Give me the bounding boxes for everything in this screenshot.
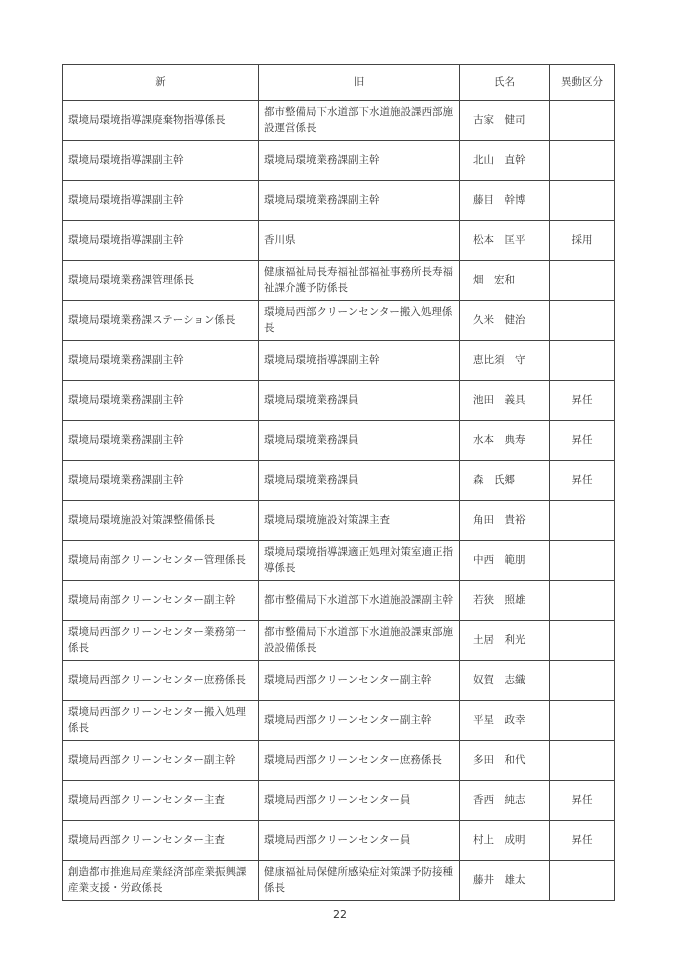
cell-name: 中西 範朋 bbox=[460, 541, 550, 581]
cell-name: 平星 政幸 bbox=[460, 701, 550, 741]
table-row bbox=[63, 621, 615, 661]
cell-transfer-category: 昇任 bbox=[550, 381, 615, 421]
cell-new-position: 環境局南部クリーンセンター副主幹 bbox=[63, 581, 259, 621]
cell-old-position: 健康福祉局長寿福祉部福祉事務所長寿福祉課介護予防係長 bbox=[259, 261, 460, 301]
cell-name: 若狭 照雄 bbox=[460, 581, 550, 621]
cell-transfer-category: 昇任 bbox=[550, 461, 615, 501]
cell-transfer-category bbox=[550, 101, 615, 141]
cell-transfer-category bbox=[550, 261, 615, 301]
cell-new-position: 環境局南部クリーンセンター管理係長 bbox=[63, 541, 259, 581]
table-row bbox=[63, 301, 615, 341]
cell-old-position: 環境局西部クリーンセンター員 bbox=[259, 821, 460, 861]
cell-new-position: 環境局環境指導課廃棄物指導係長 bbox=[63, 101, 259, 141]
cell-transfer-category bbox=[550, 621, 615, 661]
cell-old-position: 環境局環境指導課適正処理対策室適正指導係長 bbox=[259, 541, 460, 581]
cell-name: 土居 利光 bbox=[460, 621, 550, 661]
table-row bbox=[63, 181, 615, 221]
table-row bbox=[63, 501, 615, 541]
cell-old-position: 環境局環境指導課副主幹 bbox=[259, 341, 460, 381]
cell-new-position: 環境局西部クリーンセンター搬入処理係長 bbox=[63, 701, 259, 741]
cell-transfer-category: 昇任 bbox=[550, 821, 615, 861]
cell-new-position: 環境局西部クリーンセンター副主幹 bbox=[63, 741, 259, 781]
cell-name: 畑 宏和 bbox=[460, 261, 550, 301]
cell-name: 北山 直幹 bbox=[460, 141, 550, 181]
cell-transfer-category bbox=[550, 341, 615, 381]
page-number: 22 bbox=[333, 908, 347, 921]
cell-new-position: 環境局環境業務課ステーション係長 bbox=[63, 301, 259, 341]
cell-name: 多田 和代 bbox=[460, 741, 550, 781]
cell-new-position: 環境局環境指導課副主幹 bbox=[63, 141, 259, 181]
cell-name: 藤目 幹博 bbox=[460, 181, 550, 221]
table-row bbox=[63, 221, 615, 261]
cell-name: 角田 貴裕 bbox=[460, 501, 550, 541]
table-row bbox=[63, 861, 615, 901]
cell-old-position: 環境局環境業務課副主幹 bbox=[259, 141, 460, 181]
cell-new-position: 環境局西部クリーンセンター主査 bbox=[63, 821, 259, 861]
cell-new-position: 環境局環境指導課副主幹 bbox=[63, 221, 259, 261]
cell-transfer-category bbox=[550, 181, 615, 221]
cell-name: 藤井 雄太 bbox=[460, 861, 550, 901]
cell-new-position: 環境局環境業務課副主幹 bbox=[63, 421, 259, 461]
cell-transfer-category bbox=[550, 741, 615, 781]
cell-old-position: 環境局環境業務課副主幹 bbox=[259, 181, 460, 221]
cell-transfer-category bbox=[550, 541, 615, 581]
header-category: 異動区分 bbox=[550, 65, 615, 101]
header-old: 旧 bbox=[259, 65, 460, 101]
table-row bbox=[63, 741, 615, 781]
cell-new-position: 環境局西部クリーンセンター業務第一係長 bbox=[63, 621, 259, 661]
cell-name: 森 氏郷 bbox=[460, 461, 550, 501]
cell-new-position: 環境局環境業務課副主幹 bbox=[63, 381, 259, 421]
table-row bbox=[63, 141, 615, 181]
cell-transfer-category bbox=[550, 661, 615, 701]
cell-new-position: 環境局環境業務課副主幹 bbox=[63, 461, 259, 501]
header-row bbox=[63, 65, 615, 101]
cell-name: 村上 成明 bbox=[460, 821, 550, 861]
cell-new-position: 創造都市推進局産業経済部産業振興課産業支援・労政係長 bbox=[63, 861, 259, 901]
cell-transfer-category bbox=[550, 581, 615, 621]
cell-transfer-category bbox=[550, 701, 615, 741]
table-row bbox=[63, 541, 615, 581]
cell-transfer-category bbox=[550, 501, 615, 541]
cell-transfer-category: 昇任 bbox=[550, 781, 615, 821]
cell-transfer-category: 採用 bbox=[550, 221, 615, 261]
cell-name: 奴賀 志織 bbox=[460, 661, 550, 701]
header-new: 新 bbox=[63, 65, 259, 101]
cell-name: 松本 匡平 bbox=[460, 221, 550, 261]
cell-old-position: 香川県 bbox=[259, 221, 460, 261]
cell-old-position: 環境局環境施設対策課主査 bbox=[259, 501, 460, 541]
table-row bbox=[63, 101, 615, 141]
cell-new-position: 環境局環境業務課副主幹 bbox=[63, 341, 259, 381]
cell-old-position: 都市整備局下水道部下水道施設課東部施設設備係長 bbox=[259, 621, 460, 661]
cell-transfer-category bbox=[550, 861, 615, 901]
cell-old-position: 環境局西部クリーンセンター員 bbox=[259, 781, 460, 821]
cell-name: 水本 典寿 bbox=[460, 421, 550, 461]
personnel-transfer-table bbox=[62, 64, 615, 901]
cell-old-position: 環境局環境業務課員 bbox=[259, 381, 460, 421]
cell-name: 久米 健治 bbox=[460, 301, 550, 341]
table-header bbox=[63, 65, 615, 101]
cell-new-position: 環境局西部クリーンセンター庶務係長 bbox=[63, 661, 259, 701]
cell-old-position: 環境局西部クリーンセンター庶務係長 bbox=[259, 741, 460, 781]
cell-new-position: 環境局環境業務課管理係長 bbox=[63, 261, 259, 301]
table-row bbox=[63, 261, 615, 301]
cell-new-position: 環境局環境施設対策課整備係長 bbox=[63, 501, 259, 541]
table-row bbox=[63, 821, 615, 861]
table-row bbox=[63, 341, 615, 381]
cell-transfer-category bbox=[550, 301, 615, 341]
cell-transfer-category bbox=[550, 141, 615, 181]
cell-old-position: 都市整備局下水道部下水道施設課副主幹 bbox=[259, 581, 460, 621]
table-row bbox=[63, 421, 615, 461]
cell-transfer-category: 昇任 bbox=[550, 421, 615, 461]
cell-old-position: 健康福祉局保健所感染症対策課予防接種係長 bbox=[259, 861, 460, 901]
cell-old-position: 環境局環境業務課員 bbox=[259, 461, 460, 501]
cell-new-position: 環境局環境指導課副主幹 bbox=[63, 181, 259, 221]
cell-name: 恵比須 守 bbox=[460, 341, 550, 381]
header-name: 氏名 bbox=[460, 65, 550, 101]
table-row bbox=[63, 701, 615, 741]
table-row bbox=[63, 781, 615, 821]
table-row bbox=[63, 581, 615, 621]
cell-name: 香西 純志 bbox=[460, 781, 550, 821]
cell-old-position: 環境局西部クリーンセンター搬入処理係長 bbox=[259, 301, 460, 341]
cell-old-position: 環境局西部クリーンセンター副主幹 bbox=[259, 701, 460, 741]
cell-new-position: 環境局西部クリーンセンター主査 bbox=[63, 781, 259, 821]
table-row bbox=[63, 381, 615, 421]
table-body bbox=[63, 101, 615, 901]
cell-name: 古家 健司 bbox=[460, 101, 550, 141]
cell-old-position: 都市整備局下水道部下水道施設課西部施設運営係長 bbox=[259, 101, 460, 141]
cell-old-position: 環境局環境業務課員 bbox=[259, 421, 460, 461]
table-row bbox=[63, 661, 615, 701]
table-row bbox=[63, 461, 615, 501]
cell-name: 池田 義具 bbox=[460, 381, 550, 421]
cell-old-position: 環境局西部クリーンセンター副主幹 bbox=[259, 661, 460, 701]
